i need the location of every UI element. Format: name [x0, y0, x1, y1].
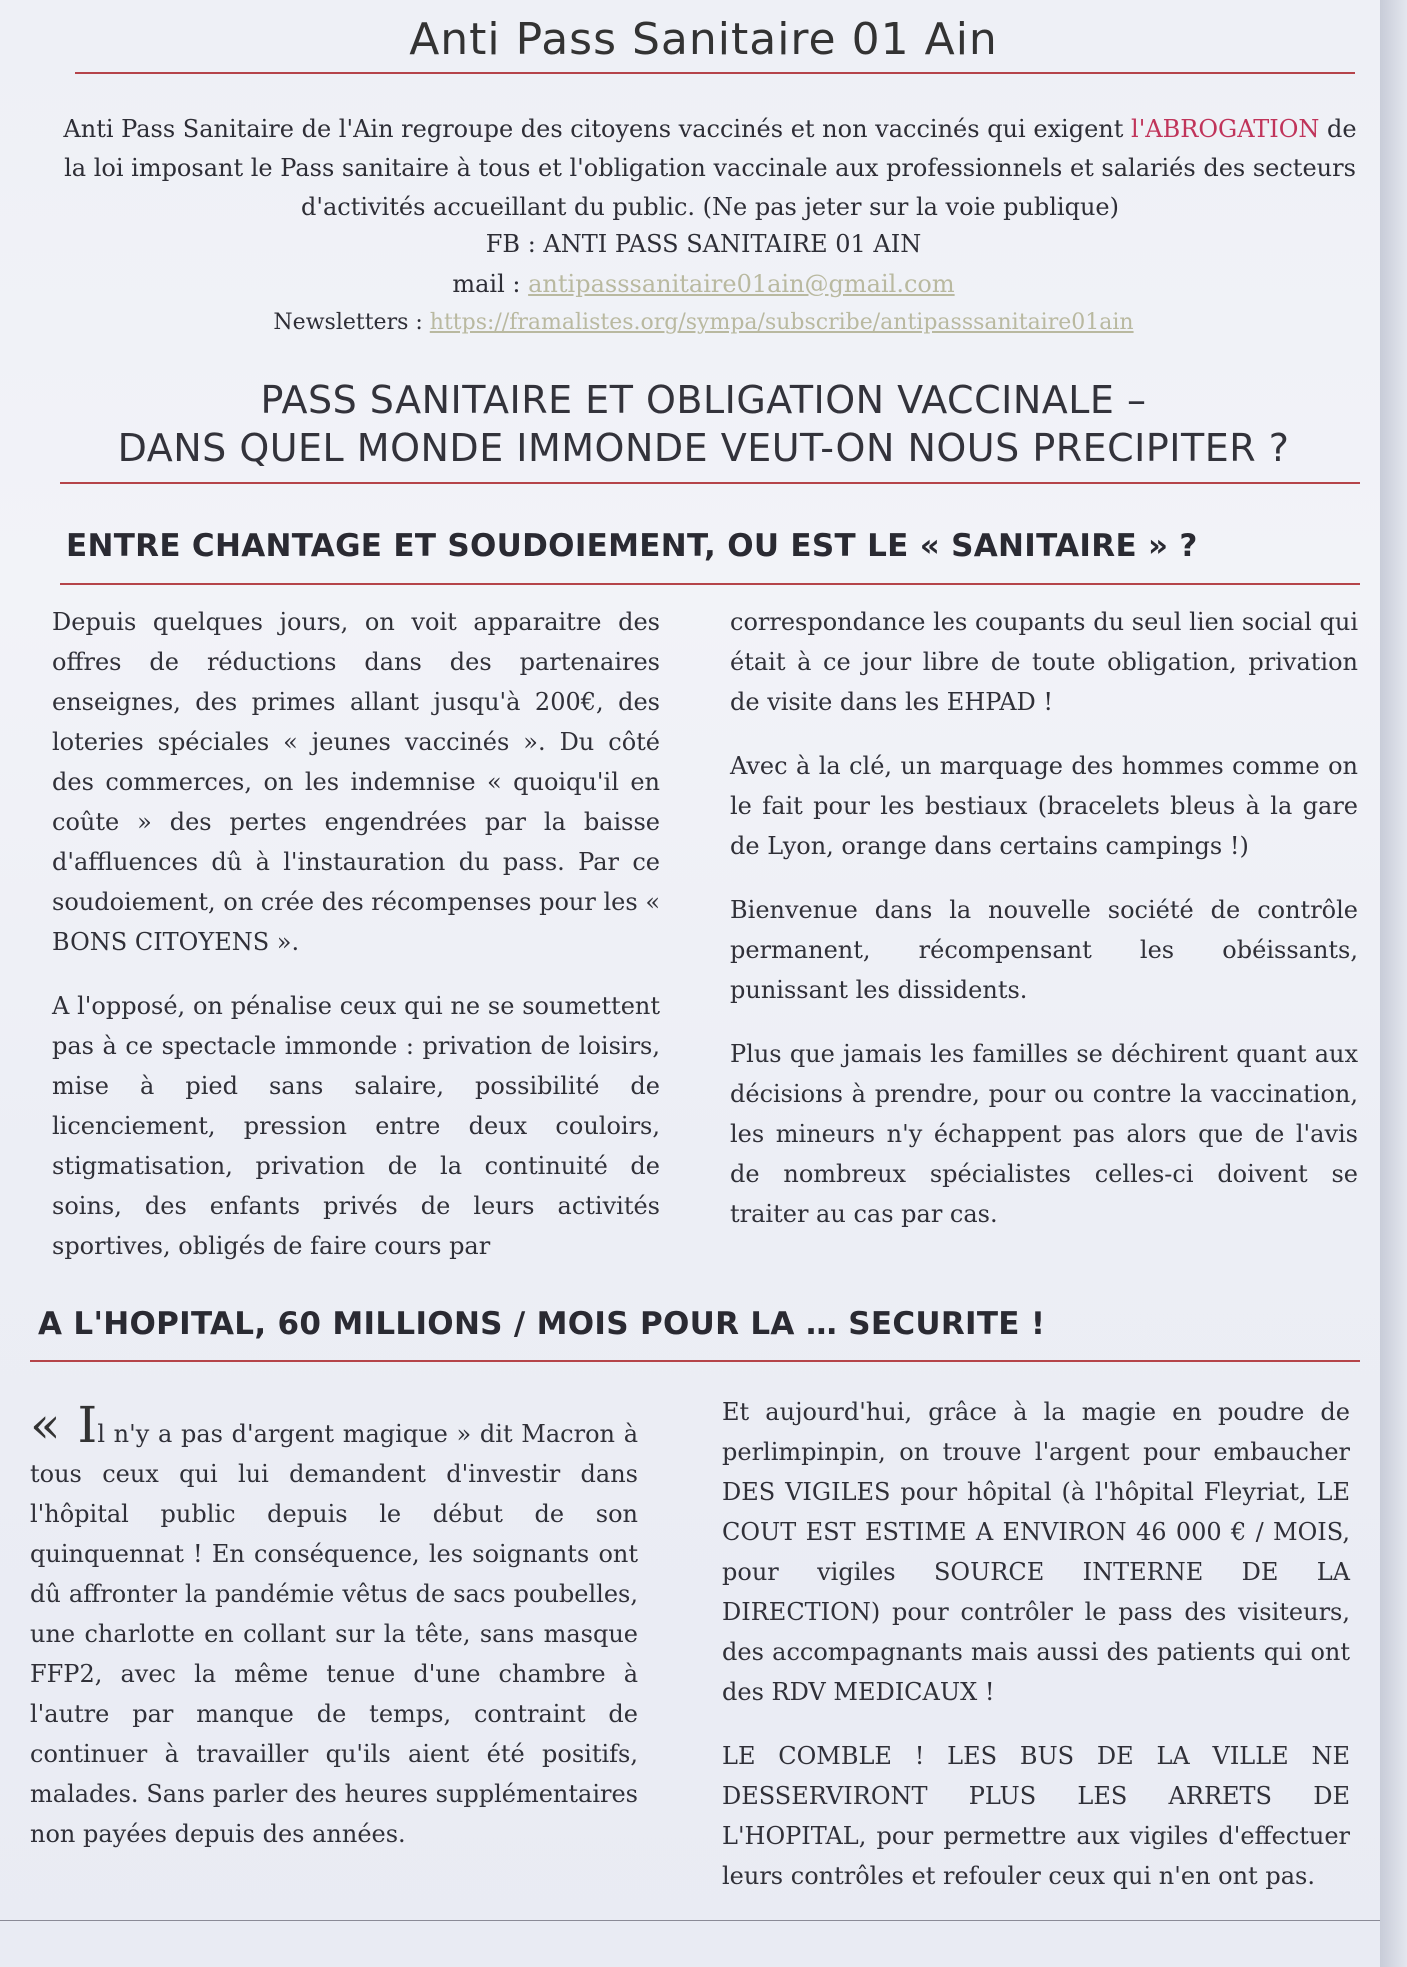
intro-highlight: l'ABROGATION: [1131, 115, 1320, 143]
section2-right-column: [722, 1392, 1350, 1920]
section1-divider: [60, 583, 1360, 585]
section1-right-paragraph: correspondance les coupants du seul lien social qui était à ce jour libre de toute obligation, privation de visite dans les EHPAD !: [730, 608, 1358, 716]
mail-link[interactable]: antipasssanitaire01ain@gmail.com: [528, 270, 955, 298]
section2-heading: A L'HOPITAL, 60 MILLIONS / MOIS POUR LA … SECURITE !: [38, 1306, 1046, 1342]
headline-line2: DANS QUEL MONDE IMMONDE VEUT-ON NOUS PRECIPITER ?: [117, 426, 1290, 470]
page-title: Anti Pass Sanitaire 01 Ain: [409, 14, 998, 65]
facebook-line: FB : ANTI PASS SANITAIRE 01 AIN: [485, 230, 922, 258]
section1-left-column: [52, 602, 660, 1290]
section2-left-column: [30, 1396, 638, 1878]
intro-text: Anti Pass Sanitaire de l'Ain regroupe des citoyens vaccinés et non vaccinés qui exigent: [63, 115, 1132, 143]
section1-left-paragraph: A l'opposé, on pénalise ceux qui ne se soumettent pas à ce spectacle immonde : privation de loisirs, mise à pied sans salaire, possibilité de licenciement, pression entre deux couloirs, stigmatisation, privation de la continuité de soins, des enfants privés de leurs activités sportives, obligés de faire cours par: [52, 992, 660, 1260]
intro-text-continued: de la loi imposant le Pass sanitaire à tous et l'obligation vaccinale aux professionnels et salariés des secteurs d'activités accueillant du public. (Ne pas jeter sur la voie publique): [64, 115, 1357, 221]
newsletter-link[interactable]: https://framalistes.org/sympa/subscribe/antipasssanitaire01ain: [429, 310, 1134, 335]
section2-left-text: l n'y a pas d'argent magique » dit Macron à tous ceux qui lui demandent d'investir dans l'hôpital public depuis le début de son quinquennat ! En conséquence, les soignants ont dû affronter la pandémie vêtus de sacs poubelles, une charlotte en collant sur la tête, sans masque FFP2, avec la même tenue d'une chambre à l'autre par manque de temps, contraint de continuer à travailler qu'ils aient été positifs, malades. Sans parler des heures supplémentaires non payées depuis des années.: [30, 1420, 638, 1848]
headline-line1: PASS SANITAIRE ET OBLIGATION VACCINALE –: [260, 378, 1147, 422]
mail-label: mail :: [452, 270, 529, 298]
headline-divider: [60, 482, 1360, 484]
section2-right-paragraph: LE COMBLE ! LES BUS DE LA VILLE NE DESSERVIRONT PLUS LES ARRETS DE L'HOPITAL, pour permettre aux vigiles d'effectuer leurs contrôles et refouler ceux qui n'en ont pas.: [722, 1742, 1350, 1890]
section1-right-paragraph: Plus que jamais les familles se déchirent quant aux décisions à prendre, pour ou contre la vaccination, les mineurs n'y échappent pas alors que de l'avis de nombreux spécialistes celles-ci doivent se traiter au cas par cas.: [730, 1040, 1358, 1228]
page-edge: [1380, 0, 1407, 1967]
section1-heading: ENTRE CHANTAGE ET SOUDOIEMENT, OU EST LE « SANITAIRE » ?: [66, 528, 1198, 564]
section2-left-paragraph: [30, 1396, 638, 1854]
section1-right-paragraph: Avec à la clé, un marquage des hommes comme on le fait pour les bestiaux (bracelets bleus à la gare de Lyon, orange dans certains campings !): [730, 752, 1358, 860]
section1-right-column: [730, 602, 1358, 1258]
mail-line: [0, 270, 1407, 298]
drop-cap: I: [77, 1396, 98, 1454]
section1-left-paragraph: Depuis quelques jours, on voit apparaitre des offres de réductions dans des partenaires enseignes, des primes allant jusqu'à 200€, des loteries spéciales « jeunes vaccinés ». Du côté des commerces, on les indemnise « quoiqu'il en coûte » des pertes engendrées par la baisse d'affluences dû à l'instauration du pass. Par ce soudoiement, on crée des récompenses pour les « BONS CITOYENS ».: [52, 608, 660, 956]
newsletter-label: Newsletters :: [273, 310, 430, 335]
section2-right-paragraph: Et aujourd'hui, grâce à la magie en poudre de perlimpinpin, on trouve l'argent pour embaucher DES VIGILES pour hôpital (à l'hôpital Fleyriat, LE COUT EST ESTIME A ENVIRON 46 000 € / MOIS, pour vigiles SOURCE INTERNE DE LA DIRECTION) pour contrôler le pass des visiteurs, des accompagnants mais aussi des patients qui ont des RDV MEDICAUX !: [722, 1398, 1350, 1706]
newsletter-line: [0, 310, 1407, 335]
intro-paragraph: [60, 110, 1360, 227]
section1-right-paragraph: Bienvenue dans la nouvelle société de contrôle permanent, récompensant les obéissants, punissant les dissidents.: [730, 896, 1358, 1004]
title-divider: [75, 72, 1355, 74]
section2-divider: [30, 1360, 1360, 1362]
opening-quote: «: [30, 1396, 78, 1454]
bottom-divider: [0, 1920, 1380, 1921]
